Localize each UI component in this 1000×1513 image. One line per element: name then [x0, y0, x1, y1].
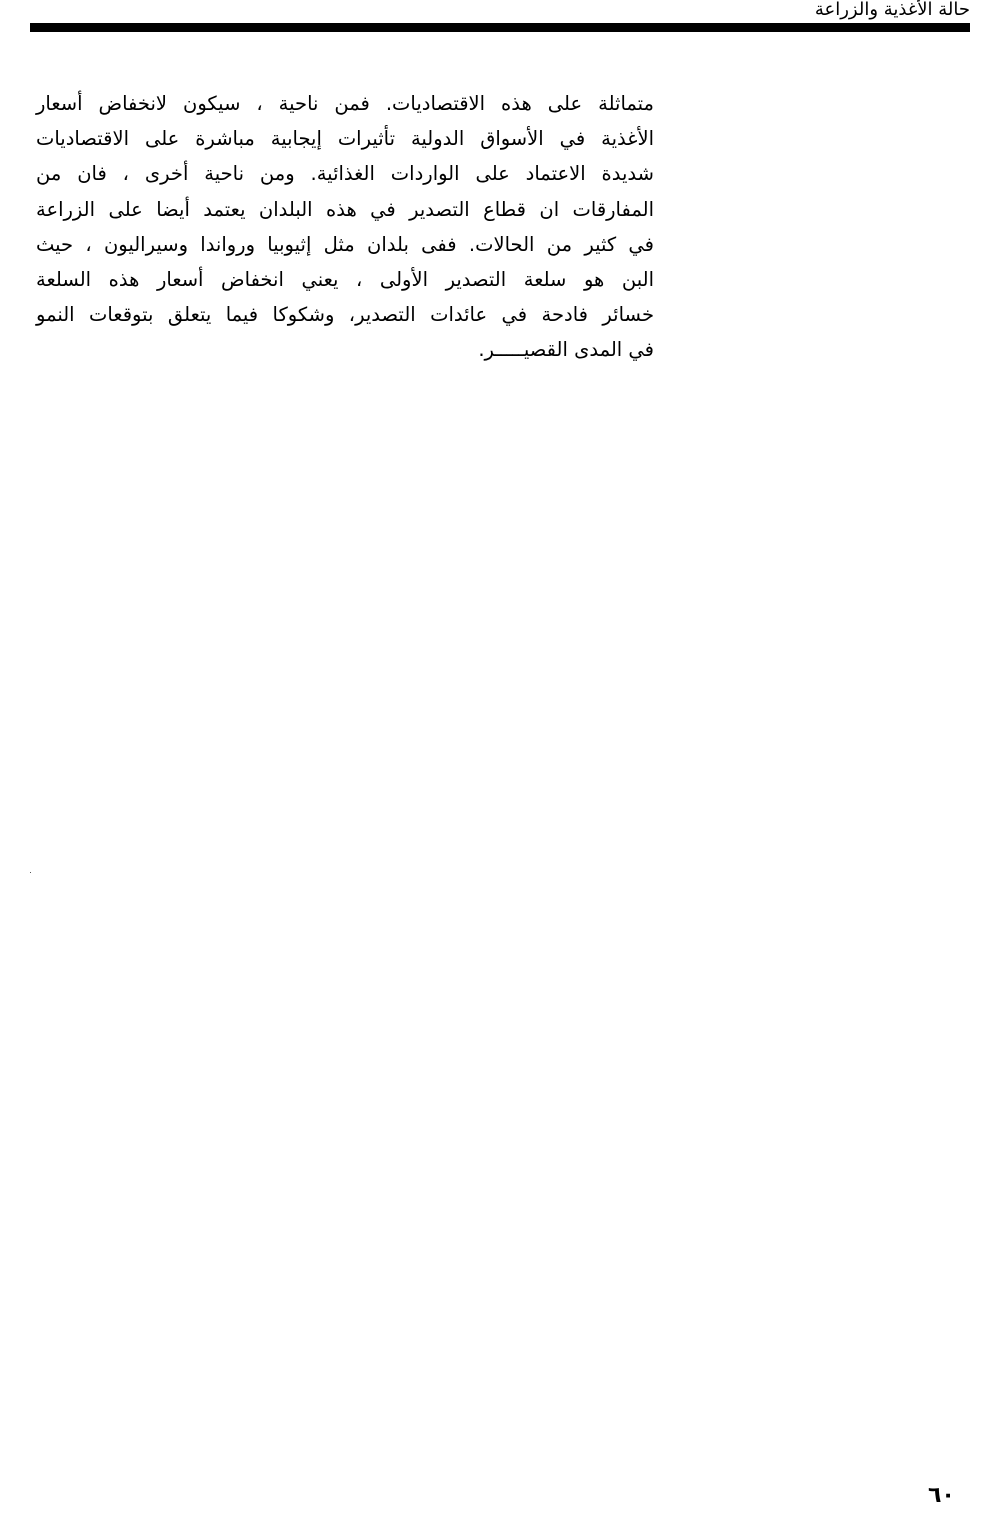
- text-line: البن هو سلعة التصدير الأولى ، يعني انخفاض أسعار هذه السلعة: [36, 267, 654, 291]
- text-line: في المدى القصيـــــر.: [478, 338, 654, 362]
- text-line: خسائر فادحة في عائدات التصدير، وشكوكا فيما يتعلق بتوقعات النمو: [36, 303, 654, 327]
- body-paragraph: [36, 86, 654, 368]
- text-line: في كثير من الحالات. ففى بلدان مثل إثيوبيا ورواندا وسيراليون ، حيث: [36, 232, 654, 256]
- page-number: ٦٠: [928, 1483, 955, 1508]
- text-line: الأغذية في الأسواق الدولية تأثيرات إيجابية مباشرة على الاقتصاديات: [36, 127, 654, 151]
- running-header: حالة الأغذية والزراعة: [814, 0, 970, 20]
- text-line: متماثلة على هذه الاقتصاديات. فمن ناحية ، سيكون لانخفاض أسعار: [36, 92, 654, 115]
- text-line: شديدة الاعتماد على الواردات الغذائية. ومن ناحية أخرى ، فان من: [36, 162, 654, 186]
- scan-speck: [30, 872, 31, 873]
- header-rule: [30, 23, 970, 32]
- text-line: المفارقات ان قطاع التصدير في هذه البلدان يعتمد أيضا على الزراعة: [36, 197, 654, 221]
